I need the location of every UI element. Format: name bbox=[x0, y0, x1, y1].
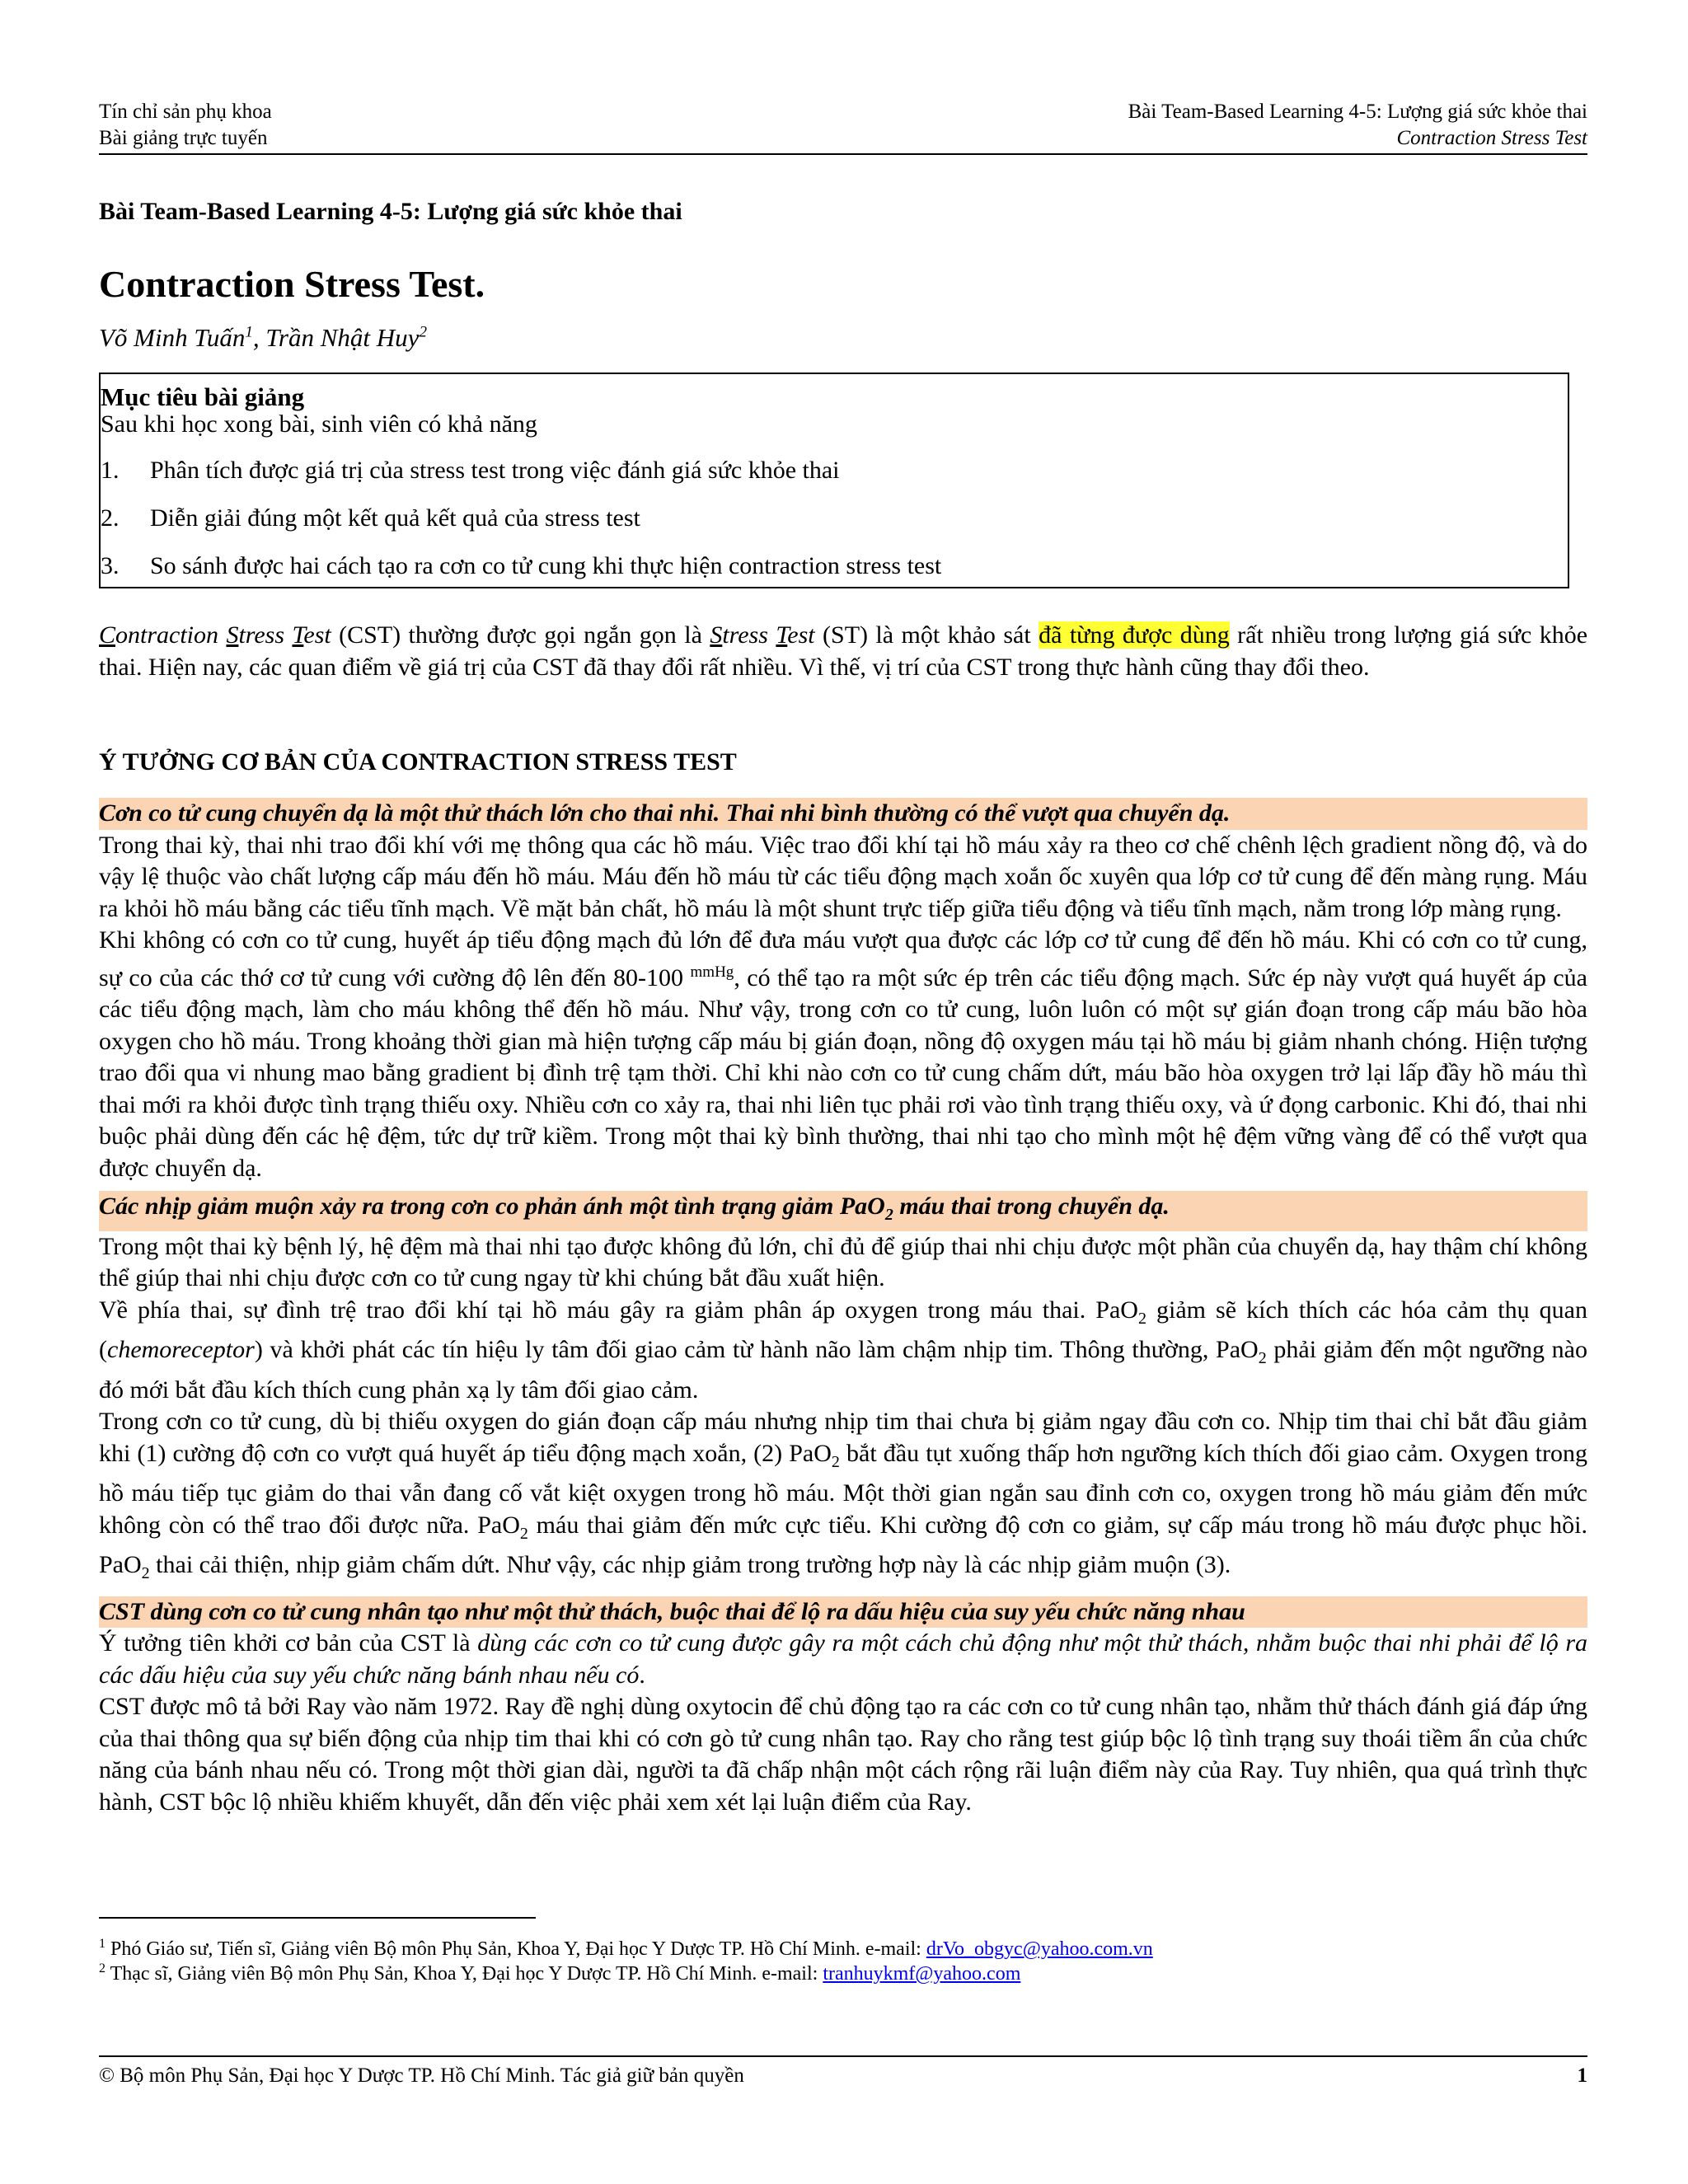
header-lesson: Bài Team-Based Learning 4-5: Lượng giá sức khỏe thai bbox=[1128, 101, 1587, 123]
author-1-mark: 1 bbox=[245, 323, 253, 341]
page-title: Contraction Stress Test. bbox=[99, 263, 485, 305]
objective-item: 2. Diễn giải đúng một kết quả kết quả của stress test bbox=[101, 504, 640, 532]
email-link-1[interactable]: drVo_obgyc@yahoo.com.vn bbox=[926, 1938, 1153, 1960]
lesson-subtitle: Bài Team-Based Learning 4-5: Lượng giá sức khỏe thai bbox=[99, 198, 682, 225]
objective-item: 3. So sánh được hai cách tạo ra cơn co tử cung khi thực hiện contraction stress test bbox=[101, 552, 942, 579]
paragraph: Về phía thai, sự đình trệ trao đổi khí tại hồ máu gây ra giảm phân áp oxygen trong máu thai. PaO$_2$ giảm sẽ kích thích các hóa cảm thụ quan (chemoreceptor) và khởi phát các tín hiệu ly tâm đối giao cảm từ hành não làm chậm nhịp tim. Thông thường, PaO$_2$ phải giảm đến một ngưỡng nào đó mới bắt đầu kích thích cung phản xạ ly tâm đối giao cảm. bbox=[99, 1296, 1587, 1404]
paragraph: Trong một thai kỳ bệnh lý, hệ đệm mà thai nhi tạo được không đủ lớn, chỉ đủ để giúp thai nhi chịu được một phần của chuyển dạ, hay thậm chí không thể giúp thai nhi chịu được cơn co tử cung ngay từ khi chúng bắt đầu xuất hiện. bbox=[99, 1232, 1587, 1291]
copyright: © Bộ môn Phụ Sản, Đại học Y Dược TP. Hồ Chí Minh. Tác giả giữ bản quyền bbox=[99, 2064, 744, 2087]
paragraph: Trong thai kỳ, thai nhi trao đổi khí với mẹ thông qua các hồ máu. Việc trao đổi khí tại hồ máu xảy ra theo cơ chế chênh lệch gradient nồng độ, và do vậy lệ thuộc vào chất lượng cấp máu đến hồ máu. Máu đến hồ máu từ các tiểu động mạch xoắn ốc xuyên qua lớp cơ tử cung để đến màng rụng. Máu ra khỏi hồ máu bằng các tiểu tĩnh mạch. Về mặt bản chất, hồ máu là một shunt trực tiếp giữa tiểu động và tiểu tĩnh mạch, nằm trong lớp màng rụng. bbox=[99, 831, 1587, 922]
authors bbox=[99, 323, 427, 353]
intro-paragraph: Contraction Stress Test (CST) thường được gọi ngắn gọn là Stress Test (ST) là một khảo sát đã từng được dùng rất nhiều trong lượng giá sức khỏe thai. Hiện nay, các quan điểm về giá trị của CST đã thay đổi rất nhiều. Vì thế, vị trí của CST trong thực hành cũng thay đổi theo. bbox=[99, 621, 1588, 681]
email-link-2[interactable]: tranhuykmf@yahoo.com bbox=[823, 1963, 1021, 1985]
author-1: Võ Minh Tuấn bbox=[99, 323, 246, 352]
header-course: Tín chỉ sản phụ khoa bbox=[99, 101, 272, 123]
key-point-band: CST dùng cơn co tử cung nhân tạo như một thử thách, buộc thai để lộ ra dấu hiệu của suy yếu chức năng nhau bbox=[99, 1596, 1587, 1629]
page-footer bbox=[99, 2064, 1587, 2088]
footnote-1: $^1$ Phó Giáo sư, Tiến sĩ, Giảng viên Bộ môn Phụ Sản, Khoa Y, Đại học Y Dược TP. Hồ Chí Minh. e-mail: drVo_obgyc@yahoo.com.vn bbox=[99, 1937, 1153, 1960]
page-number: 1 bbox=[1577, 2064, 1587, 2087]
author-2: Trần Nhật Huy bbox=[265, 323, 420, 352]
section-body bbox=[99, 798, 1587, 1818]
author-2-mark: 2 bbox=[419, 323, 427, 341]
highlighted-phrase: đã từng được dùng bbox=[1039, 621, 1230, 649]
footer-rule bbox=[99, 2055, 1587, 2057]
objectives-intro: Sau khi học xong bài, sinh viên có khả năng bbox=[101, 410, 537, 438]
objectives-box: Mục tiêu bài giảng Sau khi học xong bài, sinh viên có khả năng 1. Phân tích được giá trị của stress test trong việc đánh giá sức khỏe thai 2. Diễn giải đúng một kết quả kết quả của stress test 3. So sánh được hai cách tạo ra cơn co tử cung khi thực hiện contraction stress test bbox=[99, 373, 1569, 588]
objective-item: 1. Phân tích được giá trị của stress test trong việc đánh giá sức khỏe thai bbox=[101, 457, 840, 484]
paragraph: CST được mô tả bởi Ray vào năm 1972. Ray đề nghị dùng oxytocin để chủ động tạo ra các cơn co tử cung nhân tạo, nhằm thử thách đánh giá đáp ứng của thai thông qua sự biến động của nhịp tim thai khi có cơn gò tử cung nhân tạo. Ray cho rằng test giúp bộc lộ tình trạng suy thoái tiềm ẩn của chức năng của bánh nhau nếu có. Trong một thời gian dài, người ta đã chấp nhận một cách rộng rãi luận điểm này của Ray. Tuy nhiên, qua quá trình thực hành, CST bộc lộ nhiều khiếm khuyết, dẫn đến việc phải xem xét lại luận điểm của Ray. bbox=[99, 1693, 1587, 1816]
footnote-2: $^2$ Thạc sĩ, Giảng viên Bộ môn Phụ Sản, Khoa Y, Đại học Y Dược TP. Hồ Chí Minh. e-mail: tranhuykmf@yahoo.com bbox=[99, 1961, 1021, 1985]
header-left bbox=[99, 99, 272, 152]
header-right bbox=[1128, 99, 1587, 152]
key-point-band: Cơn co tử cung chuyển dạ là một thử thách lớn cho thai nhi. Thai nhi bình thường có thể vượt qua chuyển dạ. bbox=[99, 798, 1587, 830]
paragraph: Trong cơn co tử cung, dù bị thiếu oxygen do gián đoạn cấp máu nhưng nhịp tim thai chưa bị giảm ngay đầu cơn co. Nhịp tim thai chỉ bắt đầu giảm khi (1) cường độ cơn co vượt quá huyết áp tiểu động mạch xoắn, (2) PaO$_2$ bắt đầu tụt xuống thấp hơn ngưỡng kích thích đối giao cảm. Oxygen trong hồ máu tiếp tục giảm do thai vẫn đang cố vắt kiệt oxygen trong hồ máu. Một thời gian ngắn sau đỉnh cơn co, oxygen trong hồ máu giảm đến mức không còn có thể trao đổi được nữa. PaO$_2$ máu thai giảm đến mức cực tiểu. Khi cường độ cơn co giảm, sự cấp máu trong hồ máu được phục hồi. PaO$_2$ thai cải thiện, nhịp giảm chấm dứt. Như vậy, các nhịp giảm trong trường hợp này là các nhịp giảm muộn (3). bbox=[99, 1408, 1587, 1582]
paragraph: Ý tưởng tiên khởi cơ bản của CST là dùng các cơn co tử cung được gây ra một cách chủ động như một thử thách, nhằm buộc thai nhi phải để lộ ra các dấu hiệu của suy yếu chức năng bánh nhau nếu có. bbox=[99, 1629, 1588, 1689]
footnote-rule bbox=[99, 1917, 536, 1919]
header-type: Bài giảng trực tuyến bbox=[99, 127, 268, 149]
paragraph: Khi không có cơn co tử cung, huyết áp tiểu động mạch đủ lớn để đưa máu vượt qua được các lớp cơ tử cung để đến hồ máu. Khi có cơn co tử cung, sự co của các thớ cơ tử cung với cường độ lên đến 80-100 $^{mmHg}$, có thể tạo ra một sức ép trên các tiểu động mạch. Sức ép này vượt quá huyết áp của các tiểu động mạch, làm cho máu không thể đến hồ máu. Như vậy, trong cơn co tử cung, luôn luôn có một sự gián đoạn trong cấp máu bão hòa oxygen cho hồ máu. Trong khoảng thời gian mà hiện tượng cấp máu bị gián đoạn, nồng độ oxygen máu tại hồ máu bị giảm nhanh chóng. Hiện tượng trao đổi qua vi nhung mao bằng gradient bị đình trệ tạm thời. Chỉ khi nào cơn co tử cung chấm dứt, máu bão hòa oxygen trở lại lấp đầy hồ máu thì thai mới ra khỏi được tình trạng thiếu oxy. Nhiều cơn co xảy ra, thai nhi liên tục phải rơi vào tình trạng thiếu oxy, và ứ đọng carbonic. Khi đó, thai nhi buộc phải dùng đến các hệ đệm, tức dự trữ kiềm. Trong một thai kỳ bình thường, thai nhi tạo cho mình một hệ đệm vững vàng để có thể vượt qua được chuyển dạ. bbox=[99, 926, 1587, 1182]
header-rule bbox=[99, 153, 1587, 155]
author-sep: , bbox=[252, 323, 266, 352]
section-heading: Ý TƯỞNG CƠ BẢN CỦA CONTRACTION STRESS TEST bbox=[99, 748, 737, 776]
header-topic: Contraction Stress Test bbox=[1396, 127, 1587, 149]
key-point-band: Các nhịp giảm muộn xảy ra trong cơn co phản ánh một tình trạng giảm PaO$_2$ máu thai trong chuyển dạ. bbox=[99, 1191, 1587, 1231]
